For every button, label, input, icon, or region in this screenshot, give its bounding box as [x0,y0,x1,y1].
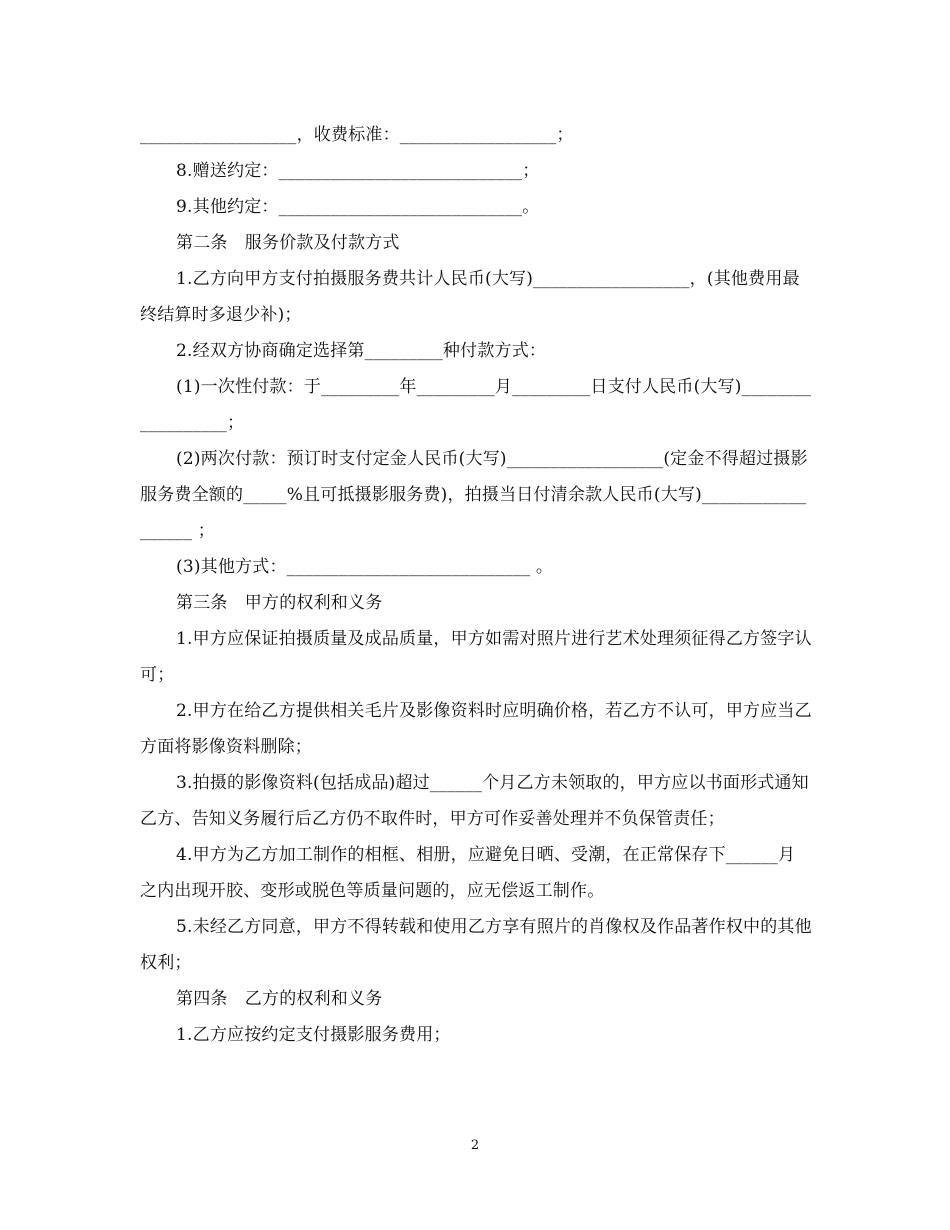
paragraph-lump-sum-payment: (1)一次性付款：于_________年_________月_________日支付人民币(大写)__________________； [140,377,812,433]
paragraph-pay-fees: 1.乙方应按约定支付摄影服务费用； [176,1025,451,1045]
paragraph-fee-standard: __________________，收费标准：__________________； [140,125,574,145]
section-heading-article-3: 第三条 甲方的权利和义务 [176,593,383,613]
paragraph-portrait-rights: 5.未经乙方同意，甲方不得转载和使用乙方享有照片的肖像权及作品著作权中的其他权利； [140,917,812,973]
page-number: 2 [470,1138,480,1153]
paragraph-pricing-clarity: 2.甲方在给乙方提供相关毛片及影像资料时应明确价格，若乙方不认可，甲方应当乙方面将影像资料删除； [140,701,812,757]
paragraph-unclaimed-materials: 3.拍摄的影像资料(包括成品)超过______个月乙方未领取的，甲方应以书面形式通知乙方、告知义务履行后乙方仍不取件时，甲方可作妥善处理并不负保管责任； [140,773,809,829]
paragraph-payment-method-choice: 2.经双方协商确定选择第_________种付款方式： [176,341,547,361]
section-heading-article-4: 第四条 乙方的权利和义务 [176,989,383,1009]
paragraph-two-installments: (2)两次付款：预订时支付定金人民币(大写)__________________(定金不得超过摄影服务费全额的_____%且可抵摄影服务费)，拍摄当日付清余款人民币(大写)__________________ ； [140,449,808,541]
section-heading-article-2: 第二条 服务价款及付款方式 [176,233,400,253]
paragraph-frame-album-quality: 4.甲方为乙方加工制作的相框、相册，应避免日晒、受潮，在正常保存下______月之内出现开胶、变形或脱色等质量问题的，应无偿返工制作。 [140,845,796,901]
paragraph-total-fee: 1.乙方向甲方支付拍摄服务费共计人民币(大写)__________________，(其他费用最终结算时多退少补)； [140,269,800,325]
paragraph-gift-agreement: 8.赠送约定：____________________________； [176,161,540,181]
paragraph-quality-guarantee: 1.甲方应保证拍摄质量及成品质量，甲方如需对照片进行艺术处理须征得乙方签字认可； [140,629,812,685]
document-body [140,117,812,1053]
paragraph-other-methods: (3)其他方式：____________________________ 。 [176,557,554,577]
paragraph-other-agreement: 9.其他约定：____________________________。 [176,197,540,217]
